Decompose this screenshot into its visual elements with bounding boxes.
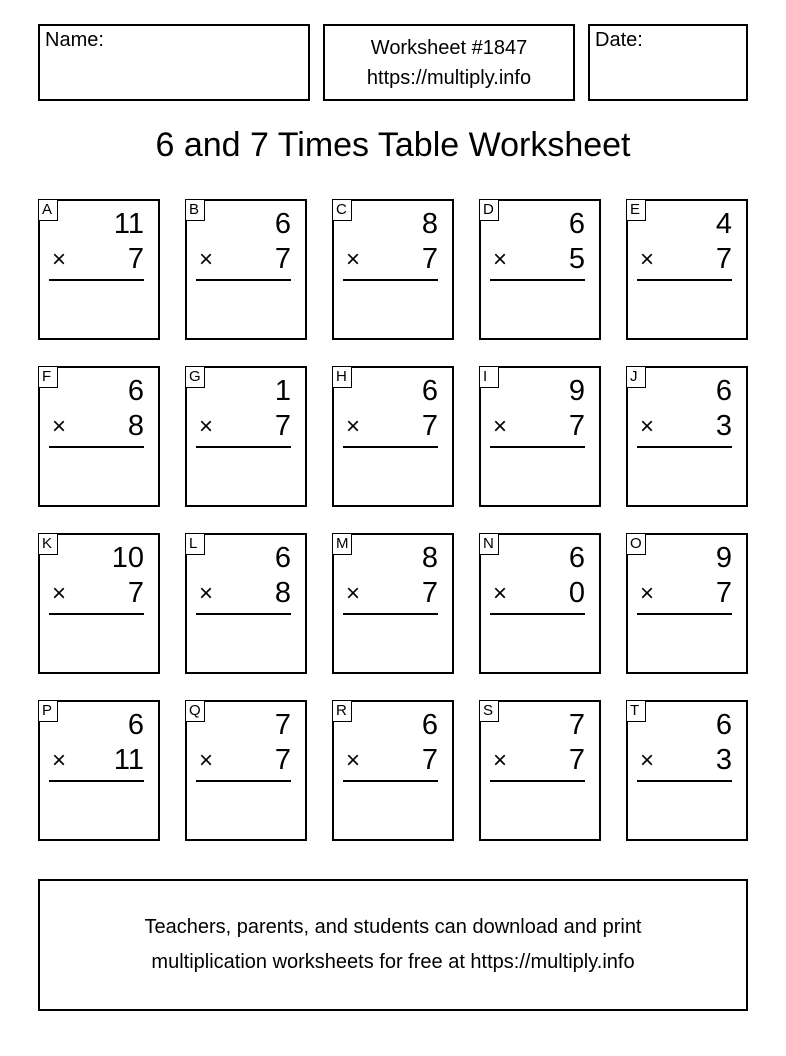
problem-label: H	[332, 366, 352, 388]
problem-label: A	[38, 199, 58, 221]
answer-line	[343, 613, 438, 615]
problem-label: D	[479, 199, 499, 221]
times-icon: ×	[493, 413, 508, 440]
times-icon: ×	[640, 580, 655, 607]
times-icon: ×	[346, 747, 361, 774]
problem-k[interactable]	[38, 533, 160, 674]
problem-label: E	[626, 199, 646, 221]
problem-a[interactable]	[38, 199, 160, 340]
problem-n[interactable]	[479, 533, 601, 674]
times-icon: ×	[493, 580, 508, 607]
multiplier: 7	[568, 410, 585, 442]
multiplicand: 9	[715, 542, 732, 574]
multiplicand: 11	[113, 208, 144, 240]
answer-line	[637, 279, 732, 281]
multiplier: 3	[715, 410, 732, 442]
times-icon: ×	[493, 246, 508, 273]
multiplicand: 6	[715, 709, 732, 741]
problem-label: B	[185, 199, 205, 221]
multiplier: 11	[113, 744, 144, 776]
times-icon: ×	[52, 580, 67, 607]
multiplier: 7	[421, 577, 438, 609]
footer-text-line-2: multiplication worksheets for free at https://multiply.info	[151, 951, 635, 973]
answer-line	[637, 613, 732, 615]
times-icon: ×	[640, 413, 655, 440]
answer-line	[490, 279, 585, 281]
multiplicand: 7	[274, 709, 291, 741]
multiplier: 0	[568, 577, 585, 609]
multiplier: 8	[127, 410, 144, 442]
multiplier: 7	[421, 243, 438, 275]
times-icon: ×	[199, 413, 214, 440]
problem-i[interactable]	[479, 366, 601, 507]
multiplier: 8	[274, 577, 291, 609]
multiplier: 7	[421, 744, 438, 776]
footer-text-line-1: Teachers, parents, and students can download and print	[144, 916, 642, 938]
times-icon: ×	[640, 747, 655, 774]
answer-line	[196, 279, 291, 281]
multiplicand: 6	[127, 709, 144, 741]
answer-line	[49, 780, 144, 782]
times-icon: ×	[493, 747, 508, 774]
multiplier: 7	[127, 577, 144, 609]
answer-line	[343, 279, 438, 281]
times-icon: ×	[199, 580, 214, 607]
multiplicand: 6	[127, 375, 144, 407]
multiplier: 7	[274, 744, 291, 776]
problem-t[interactable]	[626, 700, 748, 841]
name-label: Name:	[45, 29, 104, 51]
multiplicand: 4	[715, 208, 732, 240]
name-field[interactable]	[38, 24, 310, 101]
answer-line	[343, 780, 438, 782]
problem-label: J	[626, 366, 646, 388]
multiplier: 7	[715, 577, 732, 609]
worksheet-info-box	[323, 24, 575, 101]
multiplier: 7	[421, 410, 438, 442]
multiplicand: 8	[421, 542, 438, 574]
problem-c[interactable]	[332, 199, 454, 340]
multiplicand: 6	[274, 208, 291, 240]
problem-label: F	[38, 366, 58, 388]
problem-h[interactable]	[332, 366, 454, 507]
times-icon: ×	[346, 580, 361, 607]
times-icon: ×	[640, 246, 655, 273]
multiplicand: 6	[715, 375, 732, 407]
worksheet-number: Worksheet #1847	[370, 37, 528, 59]
problem-label: G	[185, 366, 205, 388]
multiplicand: 6	[274, 542, 291, 574]
times-icon: ×	[52, 246, 67, 273]
multiplier: 7	[274, 410, 291, 442]
date-label: Date:	[595, 29, 643, 51]
multiplier: 5	[568, 243, 585, 275]
problem-label: R	[332, 700, 352, 722]
multiplier: 7	[715, 243, 732, 275]
answer-line	[49, 279, 144, 281]
multiplicand: 10	[111, 542, 144, 574]
answer-line	[490, 446, 585, 448]
multiplicand: 6	[568, 542, 585, 574]
problem-label: M	[332, 533, 352, 555]
problem-e[interactable]	[626, 199, 748, 340]
problem-label: T	[626, 700, 646, 722]
problem-f[interactable]	[38, 366, 160, 507]
problem-label: P	[38, 700, 58, 722]
problem-label: K	[38, 533, 58, 555]
times-icon: ×	[346, 246, 361, 273]
times-icon: ×	[346, 413, 361, 440]
problem-label: C	[332, 199, 352, 221]
problem-label: O	[626, 533, 646, 555]
multiplicand: 6	[568, 208, 585, 240]
multiplier: 7	[274, 243, 291, 275]
date-field[interactable]	[588, 24, 748, 101]
answer-line	[196, 780, 291, 782]
problem-m[interactable]	[332, 533, 454, 674]
multiplier: 7	[127, 243, 144, 275]
multiplier: 3	[715, 744, 732, 776]
problem-label: S	[479, 700, 499, 722]
answer-line	[49, 446, 144, 448]
multiplicand: 9	[568, 375, 585, 407]
answer-line	[196, 613, 291, 615]
problem-q[interactable]	[185, 700, 307, 841]
answer-line	[490, 780, 585, 782]
times-icon: ×	[52, 747, 67, 774]
problem-label: Q	[185, 700, 205, 722]
multiplicand: 6	[421, 709, 438, 741]
problem-d[interactable]	[479, 199, 601, 340]
problem-label: N	[479, 533, 499, 555]
footer-box	[38, 879, 748, 1011]
times-icon: ×	[199, 246, 214, 273]
multiplicand: 1	[274, 375, 291, 407]
problem-o[interactable]	[626, 533, 748, 674]
worksheet-url: https://multiply.info	[366, 67, 532, 89]
multiplicand: 7	[568, 709, 585, 741]
problem-label: I	[479, 366, 499, 388]
problem-p[interactable]	[38, 700, 160, 841]
page-title: 6 and 7 Times Table Worksheet	[155, 126, 631, 164]
problem-label: L	[185, 533, 205, 555]
times-icon: ×	[52, 413, 67, 440]
multiplicand: 8	[421, 208, 438, 240]
answer-line	[343, 446, 438, 448]
answer-line	[637, 780, 732, 782]
answer-line	[637, 446, 732, 448]
times-icon: ×	[199, 747, 214, 774]
problem-b[interactable]	[185, 199, 307, 340]
multiplier: 7	[568, 744, 585, 776]
problem-r[interactable]	[332, 700, 454, 841]
problem-l[interactable]	[185, 533, 307, 674]
multiplicand: 6	[421, 375, 438, 407]
answer-line	[196, 446, 291, 448]
answer-line	[49, 613, 144, 615]
problem-g[interactable]	[185, 366, 307, 507]
answer-line	[490, 613, 585, 615]
problem-j[interactable]	[626, 366, 748, 507]
problem-s[interactable]	[479, 700, 601, 841]
